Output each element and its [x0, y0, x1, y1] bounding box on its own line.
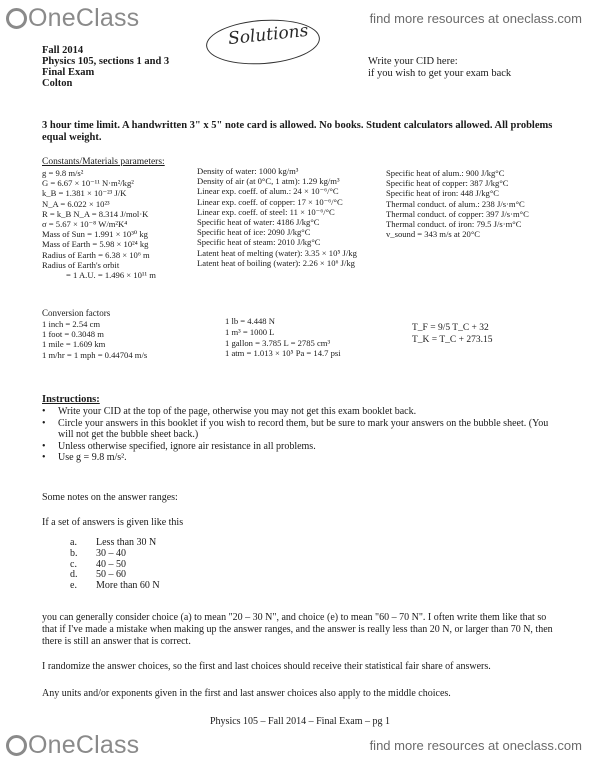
temperature-formula: T_K = T_C + 273.15 [412, 335, 493, 345]
example-options [70, 538, 160, 592]
constant-item: Latent heat of boiling (water): 2.26 × 10⁶ J/kg [197, 257, 355, 268]
temperature-formula: T_F = 9/5 T_C + 32 [412, 323, 489, 333]
constant-item: Linear exp. coeff. of copper: 17 × 10⁻⁶/°C [197, 196, 343, 207]
cid-line-2: if you wish to get your exam back [368, 67, 512, 79]
option-letter: e. [70, 580, 77, 592]
conversion-item: 1 atm = 1.013 × 10⁵ Pa = 14.7 psi [225, 348, 341, 359]
constant-item: Mass of Earth = 5.98 × 10²⁴ kg [42, 239, 149, 250]
constant-item: Thermal conduct. of copper: 397 J/s·m°C [386, 208, 529, 219]
constants-title: Constants/Materials parameters: [42, 157, 165, 167]
conversion-item: 1 lb = 4.448 N [225, 316, 275, 326]
constants-col-1 [42, 168, 156, 280]
cid-prompt [368, 56, 511, 79]
constant-item: G = 6.67 × 10⁻¹¹ N·m²/kg² [42, 178, 134, 189]
option-text: 40 – 50 [96, 558, 126, 570]
logo-text: OneClass [28, 731, 140, 759]
conversions-col-2 [225, 316, 341, 359]
exam-rules: 3 hour time limit. A handwritten 3" x 5" note card is allowed. No books. Student calculators allowed. All problems equal weight. [42, 120, 553, 143]
brand-tagline[interactable]: find more resources at oneclass.com [369, 11, 582, 26]
notes-if-set: If a set of answers is given like this [42, 517, 184, 528]
constant-item: Specific heat of ice: 2090 J/kg°C [197, 227, 311, 238]
exam-header [42, 45, 169, 89]
conversion-item: 1 gallon = 3.785 L = 2785 cm³ [225, 337, 331, 348]
conversion-item: 1 inch = 2.54 cm [42, 319, 101, 329]
option-text: More than 60 N [96, 580, 160, 592]
constants-col-2 [197, 166, 357, 268]
conversions-title: Conversion factors [42, 308, 111, 318]
constant-item: R = k_B N_A = 8.314 J/mol·K [42, 208, 149, 219]
constant-item: Radius of Earth = 6.38 × 10⁶ m [42, 249, 150, 260]
constant-item: Density of air (at 0°C, 1 atm): 1.29 kg/m³ [197, 176, 340, 187]
conversion-item: 1 foot = 0.3048 m [42, 329, 104, 340]
constant-item: g = 9.8 m/s² [42, 168, 84, 178]
logo-ring-icon [6, 8, 27, 29]
cid-line-1: Write your CID here: [368, 56, 458, 67]
instruction-item: • Circle your answers in this booklet if you wish to record them, but be sure to mark your answers on the bubble sheet. (You will not get the bubble sheet back.) [40, 418, 563, 441]
constant-item: = 1 A.U. = 1.496 × 10¹¹ m [66, 270, 156, 281]
constant-item: v_sound = 343 m/s at 20°C [386, 229, 480, 240]
header-term: Fall 2014 [42, 45, 84, 56]
constant-item: σ = 5.67 × 10⁻⁸ W/m²K⁴ [42, 219, 128, 230]
option-letter: c. [70, 558, 77, 570]
constant-item: Specific heat of iron: 448 J/kg°C [386, 188, 499, 199]
conversions-col-1 [42, 319, 147, 360]
option-text: Less than 30 N [96, 537, 157, 548]
header-course: Physics 105, sections 1 and 3 [42, 56, 170, 67]
instruction-item: • Write your CID at the top of the page, otherwise you may not get this exam booklet back. [40, 406, 563, 418]
instructions-title: Instructions: [42, 394, 100, 405]
constant-item: Thermal conduct. of alum.: 238 J/s·m°C [386, 198, 525, 209]
bottom-brand-bar [0, 727, 596, 767]
instruction-item: • Unless otherwise specified, ignore air resistance in all problems. [40, 441, 563, 453]
option-row [70, 549, 160, 560]
option-letter: a. [70, 537, 77, 548]
option-letter: b. [70, 547, 78, 559]
constant-item: Latent heat of melting (water): 3.35 × 10⁵ J/kg [197, 247, 357, 258]
oneclass-logo[interactable] [6, 731, 139, 760]
notes-paragraph-1: you can generally consider choice (a) to mean "20 – 30 N", and choice (e) to mean "60 – 70 N". I often write them like that so that if I've made a mistake when making up the answer ranges, and the answer is really less than 20 N, or larger than 70 N, then there is still an answer that is correct. [42, 612, 553, 647]
page-footer: Physics 105 – Fall 2014 – Final Exam – pg 1 [210, 716, 390, 727]
conversion-item: 1 m/hr = 1 mph = 0.44704 m/s [42, 349, 148, 360]
constant-item: Thermal conduct. of iron: 79.5 J/s·m°C [386, 219, 522, 230]
constant-item: Linear exp. coeff. of alum.: 24 × 10⁻⁶/°C [197, 186, 339, 197]
header-instructor: Colton [42, 78, 73, 89]
header-exam: Final Exam [42, 67, 95, 78]
oneclass-logo[interactable] [6, 4, 139, 33]
instruction-item: • Use g = 9.8 m/s². [40, 452, 563, 464]
logo-text: OneClass [28, 4, 140, 32]
conversion-item: 1 m³ = 1000 L [225, 326, 275, 337]
constant-item: Specific heat of steam: 2010 J/kg°C [197, 237, 321, 248]
option-text: 50 – 60 [96, 569, 126, 581]
instructions-list [40, 406, 563, 464]
option-text: 30 – 40 [96, 547, 126, 559]
notes-paragraph-2: I randomize the answer choices, so the first and last choices should receive their statistical fair share of answers. [42, 661, 491, 672]
brand-tagline[interactable]: find more resources at oneclass.com [369, 738, 582, 753]
notes-intro: Some notes on the answer ranges: [42, 492, 178, 503]
constant-item: k_B = 1.381 × 10⁻²³ J/K [42, 188, 127, 199]
handwritten-solutions: Solutions [227, 20, 310, 50]
constant-item: Specific heat of alum.: 900 J/kg°C [386, 168, 505, 178]
option-letter: d. [70, 569, 78, 581]
constant-item: Radius of Earth's orbit [42, 259, 120, 270]
option-row [70, 581, 160, 592]
notes-paragraph-3: Any units and/or exponents given in the first and last answer choices also apply to the middle choices. [42, 688, 451, 699]
constant-item: Mass of Sun = 1.991 × 10³⁰ kg [42, 229, 148, 240]
constants-col-3 [386, 168, 529, 239]
constant-item: Specific heat of water: 4186 J/kg°C [197, 217, 320, 228]
conversions-col-3 [412, 322, 492, 346]
constant-item: Specific heat of copper: 387 J/kg°C [386, 178, 509, 189]
conversion-item: 1 mile = 1.609 km [42, 339, 106, 350]
logo-ring-icon [6, 735, 27, 756]
constant-item: N_A = 6.022 × 10²³ [42, 198, 110, 209]
constant-item: Linear exp. coeff. of steel: 11 × 10⁻⁶/°C [197, 206, 335, 217]
constant-item: Density of water: 1000 kg/m³ [197, 166, 299, 176]
